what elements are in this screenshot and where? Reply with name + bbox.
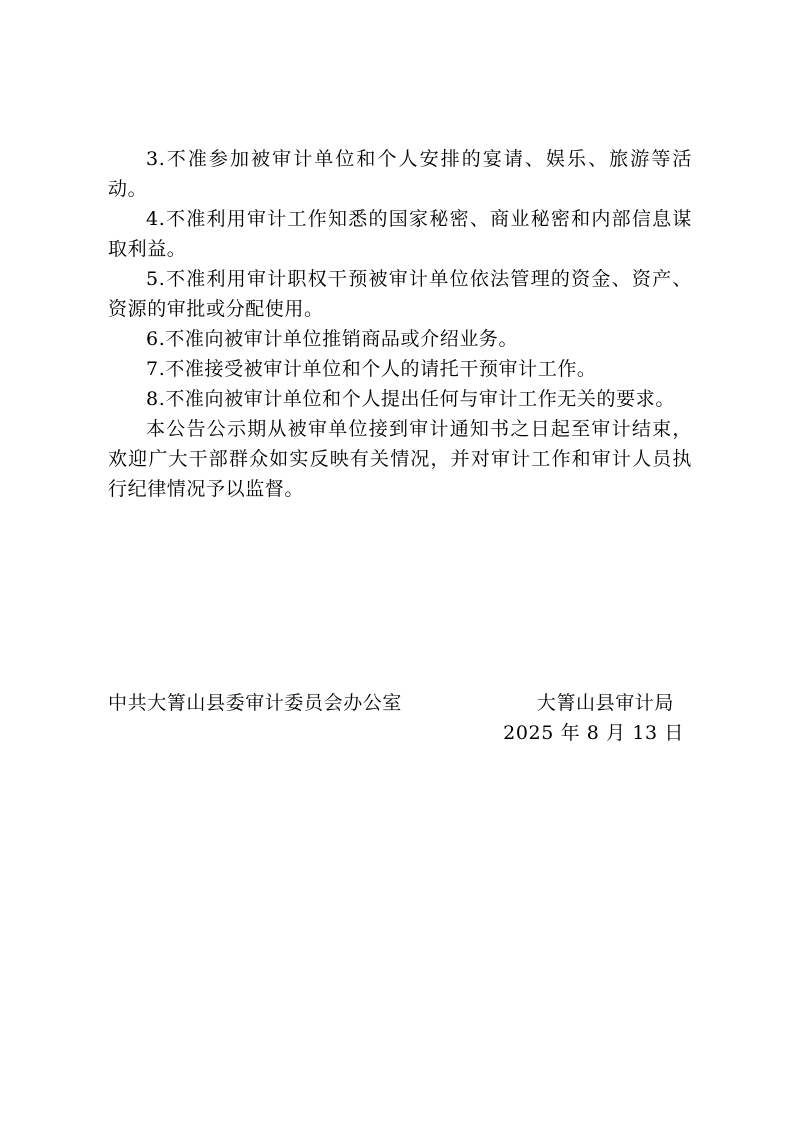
publicity-period-paragraph: 本公告公示期从被审单位接到审计通知书之日起至审计结束，欢迎广大干部群众如实反映有关情况，并对审计工作和审计人员执行纪律情况予以监督。	[108, 418, 692, 500]
signature-block	[108, 688, 692, 758]
issuer-audit-bureau: 大箐山县审计局	[536, 692, 674, 714]
rule-8-paragraph: 8.不准向被审计单位和个人提出任何与审计工作无关的要求。	[146, 388, 675, 410]
notice-body	[108, 144, 692, 504]
rule-3-paragraph: 3.不准参加被审计单位和个人安排的宴请、娱乐、旅游等活动。	[108, 148, 692, 200]
issue-date: 2025 年 8 月 13 日	[503, 722, 684, 744]
rule-6-paragraph: 6.不准向被审计单位推销商品或介绍业务。	[146, 328, 519, 350]
issuer-committee-office: 中共大箐山县委审计委员会办公室	[108, 692, 403, 714]
rule-7-paragraph: 7.不准接受被审计单位和个人的请托干预审计工作。	[146, 358, 597, 380]
rule-5-paragraph: 5.不准利用审计职权干预被审计单位依法管理的资金、资产、资源的审批或分配使用。	[108, 268, 692, 320]
rule-4-paragraph: 4.不准利用审计工作知悉的国家秘密、商业秘密和内部信息谋取利益。	[108, 208, 692, 260]
